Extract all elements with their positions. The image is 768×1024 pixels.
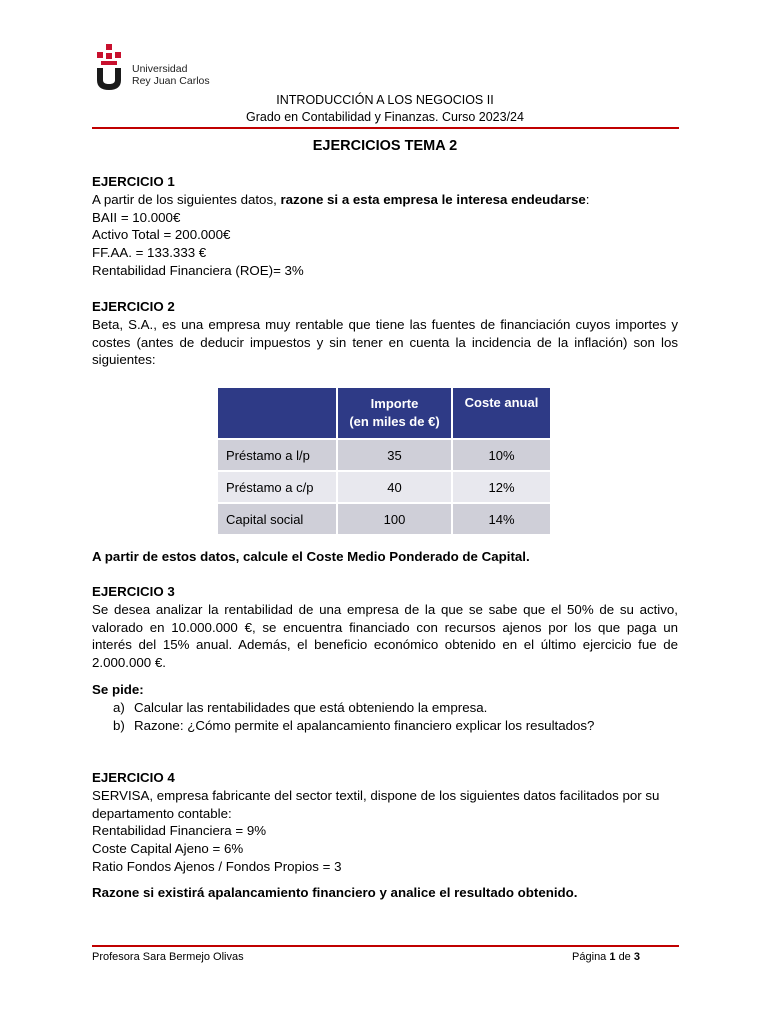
course-title: INTRODUCCIÓN A LOS NEGOCIOS II bbox=[276, 93, 494, 107]
financing-table bbox=[216, 386, 552, 536]
list-item: a) Calcular las rentabilidades que está obteniendo la empresa. bbox=[113, 699, 488, 715]
table-cell-amount: 35 bbox=[337, 439, 452, 471]
table-cell-cost: 10% bbox=[452, 439, 551, 471]
exercise-4-text: SERVISA, empresa fabricante del sector textil, dispone de los siguientes datos facilitados por su departamento contable: bbox=[92, 787, 660, 821]
table-cell-cost: 12% bbox=[452, 471, 551, 503]
exercise-1-intro: A partir de los siguientes datos, razone si a esta empresa le interesa endeudarse: bbox=[92, 191, 590, 207]
exercise-4-line: Rentabilidad Financiera = 9% bbox=[92, 823, 267, 839]
page-title: EJERCICIOS TEMA 2 bbox=[312, 138, 458, 154]
degree-subtitle: Grado en Contabilidad y Finanzas. Curso 2023/24 bbox=[246, 110, 524, 124]
exercise-3-heading: EJERCICIO 3 bbox=[92, 584, 175, 599]
exercise-1 bbox=[92, 173, 678, 280]
exercise-2 bbox=[92, 298, 678, 369]
table-cell-label: Préstamo a c/p bbox=[217, 471, 337, 503]
exercise-1-heading: EJERCICIO 1 bbox=[92, 174, 175, 189]
exercise-4-line: Ratio Fondos Ajenos / Fondos Propios = 3 bbox=[92, 858, 342, 874]
exercise-1-line: FF.AA. = 133.333 € bbox=[92, 245, 207, 261]
exercise-3-list bbox=[92, 699, 678, 735]
footer-author: Profesora Sara Bermejo Olivas bbox=[92, 951, 244, 963]
exercise-2-heading: EJERCICIO 2 bbox=[92, 299, 175, 314]
table-cell-label: Préstamo a l/p bbox=[217, 439, 337, 471]
table-header-row bbox=[217, 387, 551, 439]
exercise-1-line: Activo Total = 200.000€ bbox=[92, 227, 231, 243]
table-row bbox=[217, 503, 551, 535]
list-item: b) Razone: ¿Cómo permite el apalancamiento financiero explicar los resultados? bbox=[113, 717, 595, 733]
exercise-4-question: Razone si existirá apalancamiento financiero y analice el resultado obtenido. bbox=[92, 885, 578, 900]
university-name-line2: Rey Juan Carlos bbox=[132, 75, 210, 87]
footer-divider bbox=[92, 945, 679, 947]
table-header-amount: Importe (en miles de €) bbox=[337, 387, 452, 439]
exercise-3 bbox=[92, 583, 678, 672]
university-logo bbox=[92, 44, 212, 92]
exercise-4-line: Coste Capital Ajeno = 6% bbox=[92, 841, 244, 857]
table-cell-cost: 14% bbox=[452, 503, 551, 535]
university-crest-icon bbox=[95, 44, 123, 90]
table-header-cost: Coste anual bbox=[452, 387, 551, 439]
exercise-2-question: A partir de estos datos, calcule el Coste Medio Ponderado de Capital. bbox=[92, 549, 530, 564]
exercise-1-line: Rentabilidad Financiera (ROE)= 3% bbox=[92, 262, 304, 278]
table-cell-amount: 40 bbox=[337, 471, 452, 503]
table-row bbox=[217, 439, 551, 471]
header-divider bbox=[92, 127, 679, 129]
exercise-3-ask: Se pide: bbox=[92, 682, 144, 697]
exercise-3-text: Se desea analizar la rentabilidad de una empresa de la que se sabe que el 50% de su activo, valorado en 10.000.000 €, se encuentra financiado con recursos ajenos por los que paga un interés del 15% anual. Además, el beneficio económico obtenido en el último ejercicio fue de 2.000.000 €. bbox=[92, 601, 678, 671]
exercise-2-text: Beta, S.A., es una empresa muy rentable que tiene las fuentes de financiación cuyos importes y costes (antes de deducir impuestos y sin tener en cuenta la incidencia de la inflación) son los siguientes: bbox=[92, 316, 678, 368]
exercise-4 bbox=[92, 769, 678, 876]
page-number: Página 1 de 3 bbox=[572, 951, 640, 963]
exercise-1-line: BAII = 10.000€ bbox=[92, 209, 181, 225]
table-cell-label: Capital social bbox=[217, 503, 337, 535]
university-name bbox=[132, 63, 210, 87]
exercise-4-heading: EJERCICIO 4 bbox=[92, 770, 175, 785]
university-name-line1: Universidad bbox=[132, 63, 188, 75]
table-row bbox=[217, 471, 551, 503]
exercise-3-tasks bbox=[92, 681, 678, 734]
table-header-empty bbox=[217, 387, 337, 439]
table-cell-amount: 100 bbox=[337, 503, 452, 535]
